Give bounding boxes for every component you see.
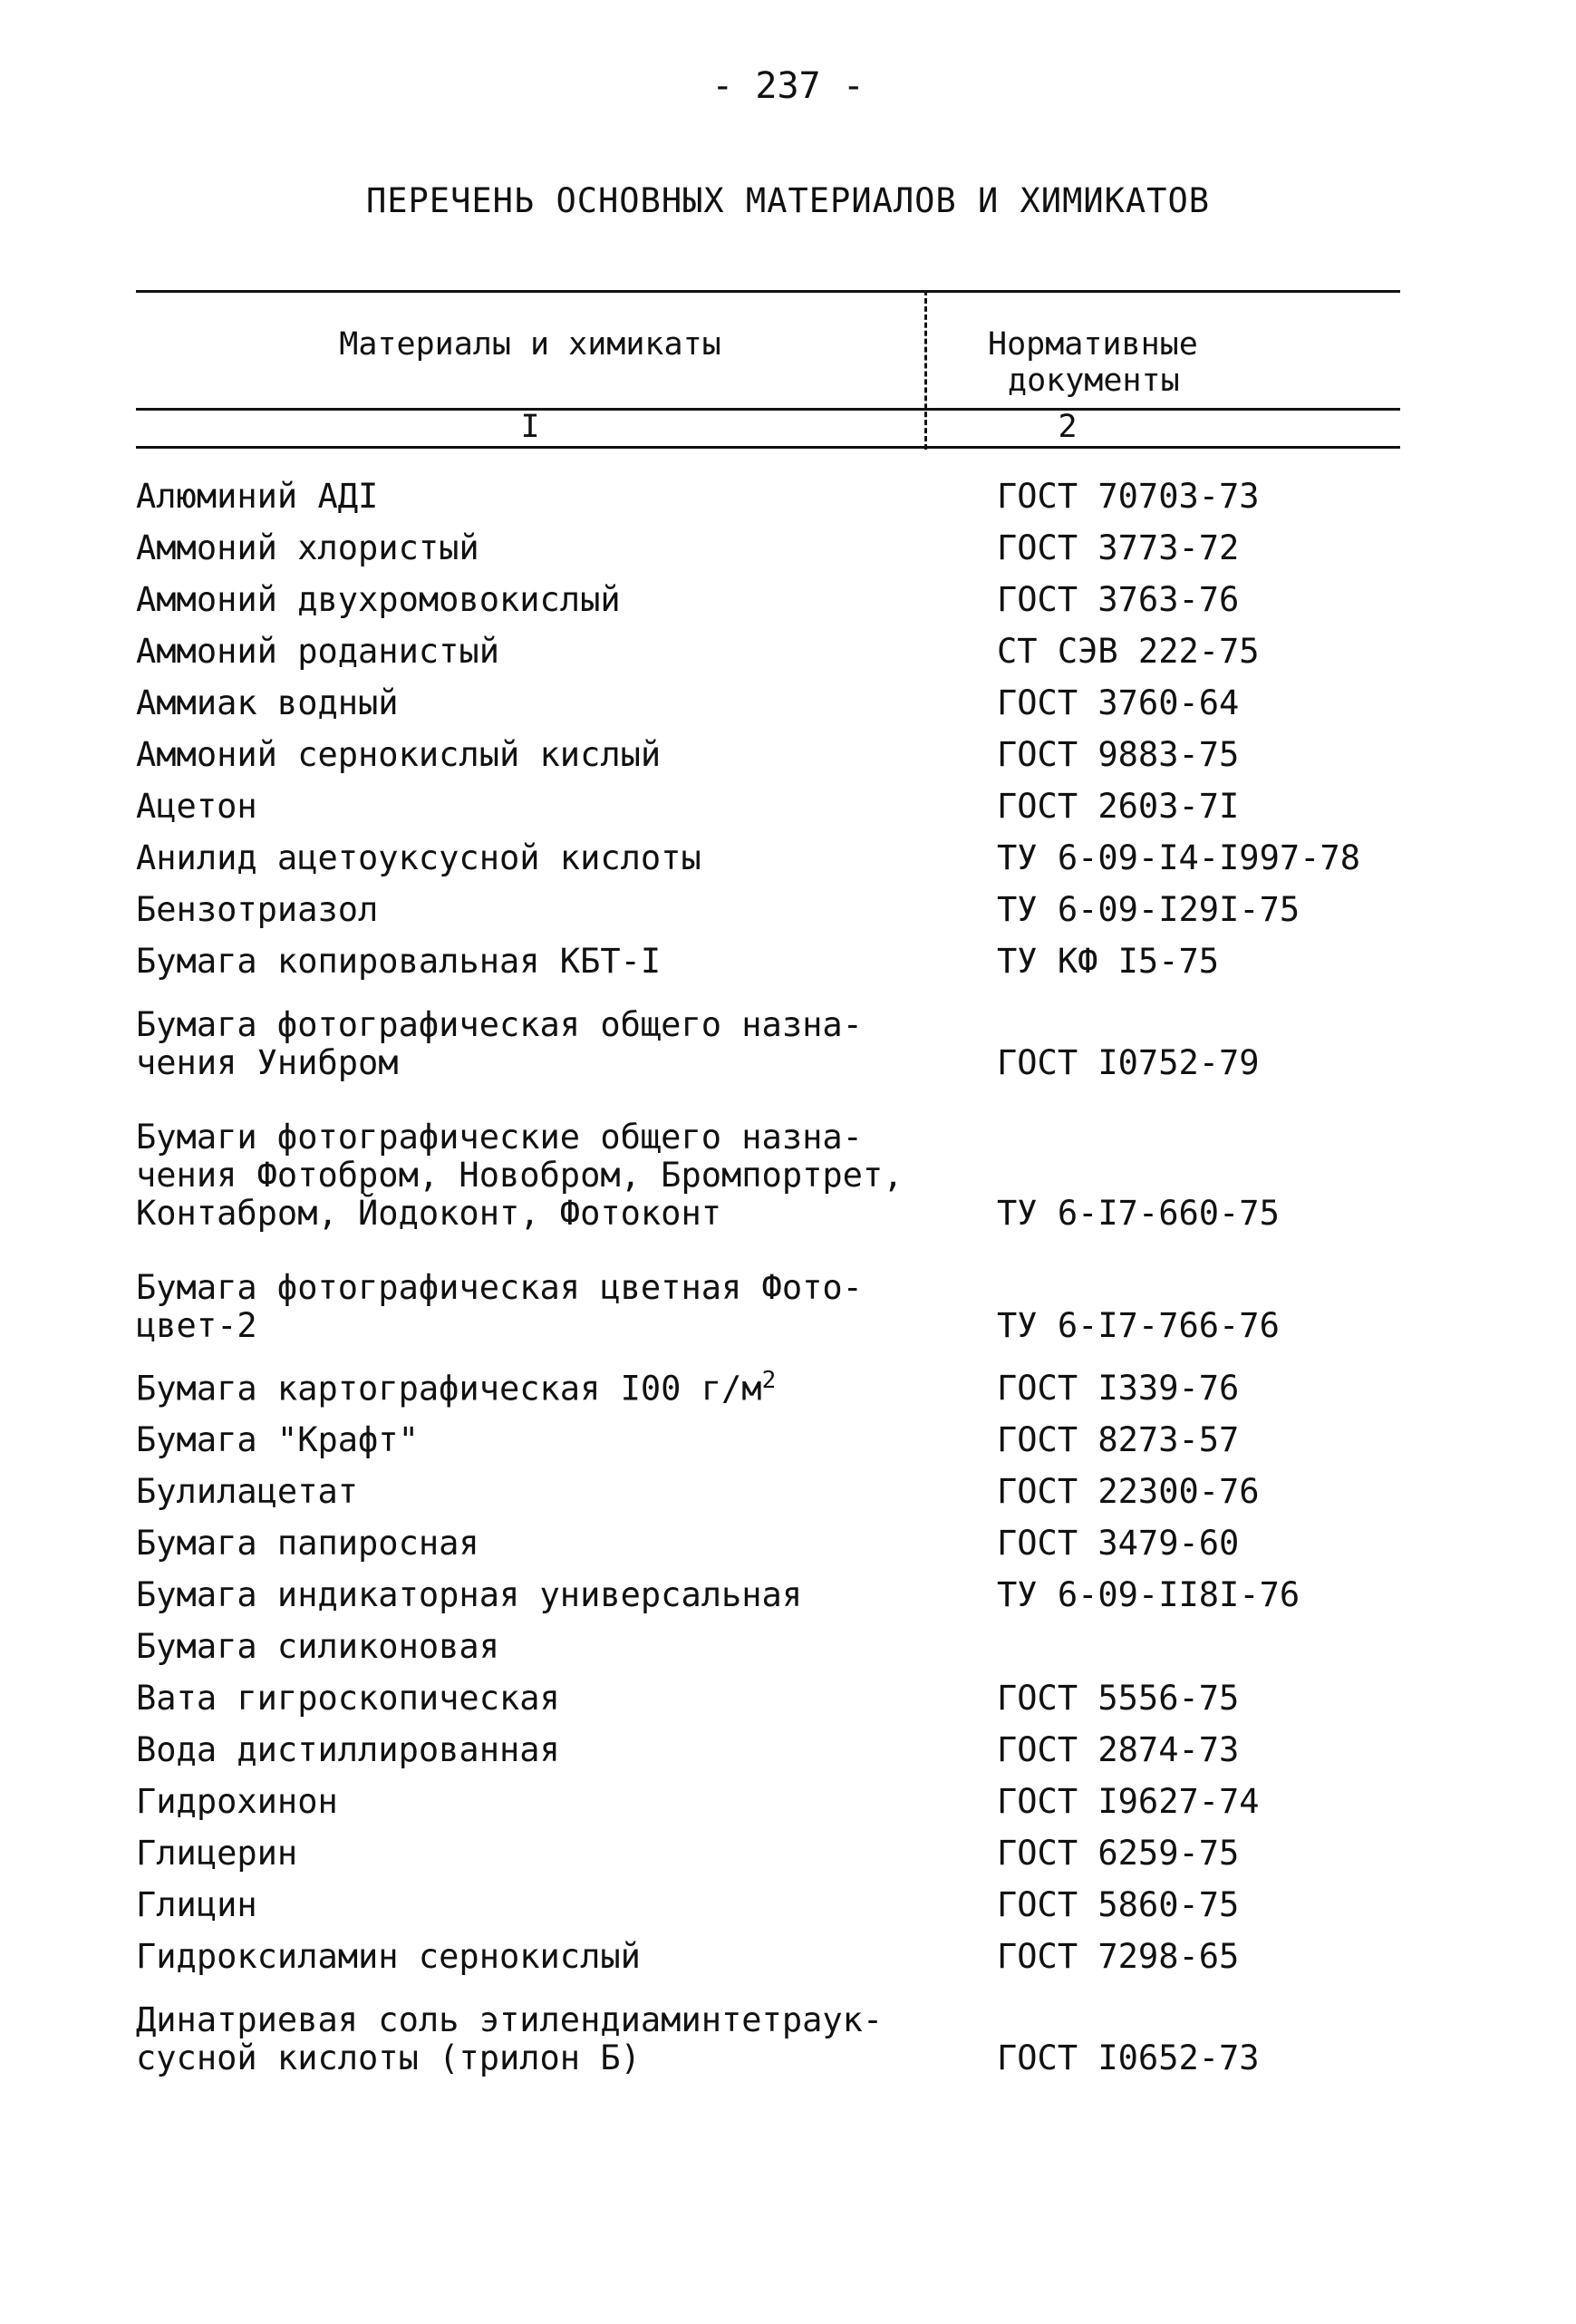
document-title: ПЕРЕЧЕНЬ ОСНОВНЫХ МАТЕРИАЛОВ И ХИМИКАТОВ — [365, 181, 1211, 220]
table-row — [136, 1671, 1450, 1723]
table-row — [136, 1413, 1450, 1465]
material-text: Аммоний двухромовокислый — [136, 580, 621, 619]
material-name — [136, 1118, 997, 1238]
material-text: Бумага папиросная — [136, 1524, 479, 1563]
material-text: Гидроксиламин сернокислый — [136, 1937, 641, 1976]
material-name — [136, 1835, 997, 1878]
table-row — [136, 1723, 1450, 1775]
normative-document: ГОСТ 2603-7I — [997, 787, 1240, 826]
table-row — [136, 1465, 1450, 1516]
material-name — [136, 1576, 997, 1620]
material-name — [136, 633, 997, 676]
material-name — [136, 529, 997, 573]
table-row — [136, 780, 1450, 831]
column-number-1: I — [520, 409, 540, 445]
normative-document: ГОСТ I0652-73 — [997, 2038, 1260, 2077]
table-row — [136, 1826, 1450, 1878]
table-header — [136, 290, 1400, 450]
material-text: Ацетон — [136, 787, 257, 826]
table-row — [136, 1568, 1450, 1620]
normative-document: ГОСТ 5556-75 — [997, 1679, 1240, 1718]
material-name — [136, 1680, 997, 1723]
material-name — [136, 891, 997, 934]
material-text: Вода дистиллированная — [136, 1730, 560, 1769]
material-name — [136, 1006, 997, 1088]
normative-document: ГОСТ 3773-72 — [997, 528, 1240, 567]
table-row — [136, 1775, 1450, 1826]
table-row — [136, 1516, 1450, 1568]
normative-document: ГОСТ 9883-75 — [997, 735, 1240, 774]
material-text: Бумага картографическая I00 г/м — [136, 1369, 762, 1408]
material-text: Бумага копировальная КБТ-I — [136, 942, 662, 981]
column-header-documents-line1: Нормативные — [988, 326, 1198, 363]
material-name — [136, 1628, 997, 1671]
normative-document: ГОСТ 8273-57 — [997, 1420, 1240, 1459]
normative-document: СТ СЭВ 222-75 — [997, 632, 1260, 671]
material-name — [136, 788, 997, 831]
material-text: Бумага индикаторная универсальная — [136, 1575, 803, 1614]
material-name — [136, 478, 997, 521]
material-text: Бумаги фотографические общего назна- чения Фотобром, Новобром, Бромпортрет, Контабром, Йодоконт, Фотоконт — [136, 1118, 904, 1233]
material-name — [136, 684, 997, 728]
table-row — [136, 1249, 1450, 1361]
material-name — [136, 1783, 997, 1826]
normative-document — [997, 1666, 1450, 1671]
material-name — [136, 736, 997, 780]
table-row — [136, 986, 1450, 1099]
table-row — [136, 831, 1450, 883]
material-name — [136, 1938, 997, 1981]
table-row — [136, 470, 1450, 521]
material-text: Бумага фотографическая цветная Фото- цвет-2 — [136, 1268, 863, 1345]
material-text: Бумага силиконовая — [136, 1627, 499, 1666]
unit-superscript: 2 — [761, 1366, 777, 1394]
material-text: Глицерин — [136, 1834, 298, 1873]
material-name — [136, 1421, 997, 1465]
normative-document: ТУ 6-09-II8I-76 — [997, 1575, 1300, 1614]
material-text: Булилацетат — [136, 1472, 359, 1511]
material-name — [136, 1525, 997, 1568]
material-name — [136, 581, 997, 625]
material-text: Глицин — [136, 1885, 257, 1924]
normative-document: ГОСТ 3763-76 — [997, 580, 1240, 619]
table-row — [136, 934, 1450, 986]
material-text: Аммоний хлористый — [136, 528, 479, 567]
table-row — [136, 728, 1450, 780]
material-text: Гидрохинон — [136, 1782, 338, 1821]
normative-document: ГОСТ 3479-60 — [997, 1524, 1240, 1563]
material-text: Бумага фотографическая общего назна- чения Унибром — [136, 1005, 863, 1082]
normative-document: ГОСТ 22300-76 — [997, 1472, 1260, 1511]
material-text: Аммиак водный — [136, 683, 399, 722]
column-number-2: 2 — [1058, 409, 1078, 445]
normative-document: ГОСТ 3760-64 — [997, 683, 1240, 722]
normative-document: ТУ 6-09-I4-I997-78 — [997, 838, 1360, 877]
normative-document: ГОСТ I339-76 — [997, 1369, 1240, 1408]
material-name — [136, 1731, 997, 1775]
normative-document: ГОСТ 2874-73 — [997, 1730, 1240, 1769]
normative-document: ГОСТ 6259-75 — [997, 1834, 1240, 1873]
table-row — [136, 1878, 1450, 1930]
material-name — [136, 1361, 997, 1413]
normative-document: ТУ 6-I7-766-76 — [997, 1306, 1280, 1345]
table-row — [136, 1099, 1450, 1249]
normative-document: ГОСТ 7298-65 — [997, 1937, 1240, 1976]
material-text: Бумага "Крафт" — [136, 1420, 419, 1459]
material-name — [136, 2001, 997, 2083]
material-text: Вата гигроскопическая — [136, 1679, 560, 1718]
page-number: - 237 - — [711, 65, 865, 107]
material-text: Анилид ацетоуксусной кислоты — [136, 838, 701, 877]
normative-document: ТУ КФ I5-75 — [997, 942, 1220, 981]
table-row — [136, 1361, 1450, 1413]
material-name — [136, 943, 997, 986]
material-name — [136, 1886, 997, 1930]
table-row — [136, 1930, 1450, 1981]
normative-document: ГОСТ 5860-75 — [997, 1885, 1240, 1924]
material-text: Динатриевая соль этилендиаминтетраук- сусной кислоты (трилон Б) — [136, 2000, 884, 2077]
table-row — [136, 521, 1450, 573]
header-bottom-rule — [136, 446, 1400, 449]
header-top-rule — [136, 290, 1400, 293]
normative-document: ТУ 6-I7-660-75 — [997, 1194, 1280, 1233]
materials-list — [136, 470, 1450, 2094]
normative-document: ГОСТ I0752-79 — [997, 1043, 1260, 1082]
material-name — [136, 1269, 997, 1351]
column-header-materials: Материалы и химикаты — [339, 326, 721, 363]
table-row — [136, 883, 1450, 934]
column-header-documents-line2: документы — [1008, 363, 1180, 399]
material-text: Бензотриазол — [136, 890, 379, 929]
column-header-documents — [933, 326, 1441, 399]
normative-document: ГОСТ I9627-74 — [997, 1782, 1260, 1821]
table-row — [136, 625, 1450, 676]
material-text: Алюминий АДI — [136, 477, 379, 516]
table-row — [136, 1981, 1450, 2094]
normative-document: ГОСТ 70703-73 — [997, 477, 1260, 516]
material-name — [136, 839, 997, 883]
table-row — [136, 573, 1450, 625]
material-name — [136, 1473, 997, 1516]
material-text: Аммоний роданистый — [136, 632, 499, 671]
table-row — [136, 1620, 1450, 1671]
material-text: Аммоний сернокислый кислый — [136, 735, 662, 774]
normative-document: ТУ 6-09-I29I-75 — [997, 890, 1300, 929]
table-row — [136, 676, 1450, 728]
